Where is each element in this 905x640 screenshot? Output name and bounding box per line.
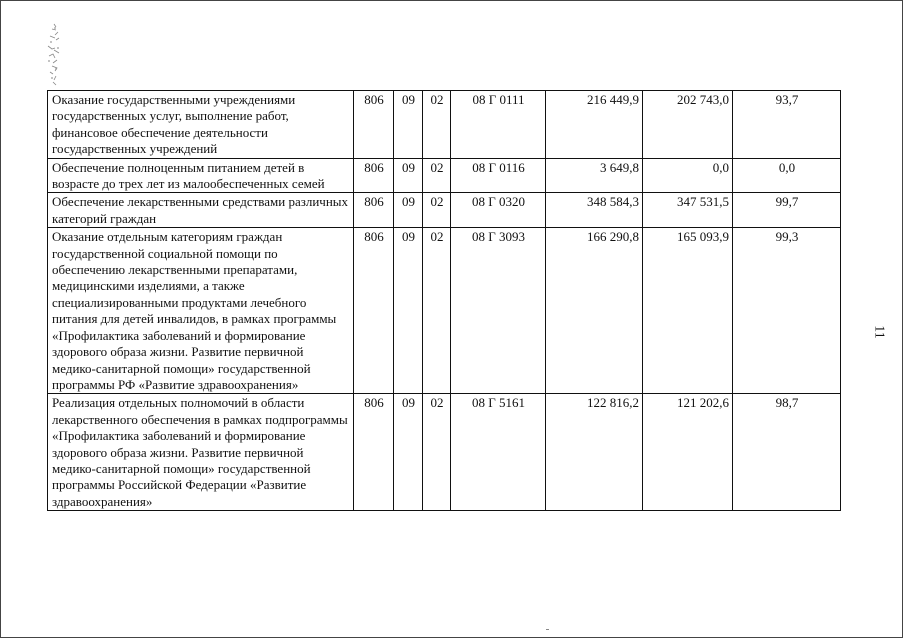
row-actual: 347 531,5	[643, 193, 733, 228]
row-code: 806	[354, 193, 394, 228]
row-percent: 99,3	[733, 228, 841, 394]
budget-execution-table	[47, 90, 841, 511]
row-percent: 93,7	[733, 91, 841, 159]
row-section: 09	[394, 158, 423, 193]
table-row	[48, 394, 841, 511]
row-article: 08 Г 0116	[451, 158, 546, 193]
row-article: 08 Г 3093	[451, 228, 546, 394]
row-description: Оказание государственными учреждениями государственных услуг, выполнение работ, финансовое обеспечение деятельности государственных учреждений	[48, 91, 354, 159]
row-section: 09	[394, 394, 423, 511]
table-row	[48, 91, 841, 159]
row-subsection: 02	[423, 394, 451, 511]
row-description: Реализация отдельных полномочий в области лекарственного обеспечения в рамках подпрограммы «Профилактика заболеваний и формирование здорового образа жизни. Развитие первичной медико-санитарной помощи» государственной программы Российской Федерации «Развитие здравоохранения»	[48, 394, 354, 511]
page-number: 11	[871, 325, 887, 339]
row-description: Обеспечение лекарственными средствами различных категорий граждан	[48, 193, 354, 228]
row-code: 806	[354, 91, 394, 159]
row-percent: 0,0	[733, 158, 841, 193]
row-description: Обеспечение полноценным питанием детей в возрасте до трех лет из малообеспеченных семей	[48, 158, 354, 193]
row-percent: 98,7	[733, 394, 841, 511]
row-planned: 216 449,9	[546, 91, 643, 159]
scan-artifact	[546, 629, 549, 630]
row-subsection: 02	[423, 91, 451, 159]
row-article: 08 Г 0111	[451, 91, 546, 159]
row-subsection: 02	[423, 228, 451, 394]
row-planned: 122 816,2	[546, 394, 643, 511]
row-planned: 166 290,8	[546, 228, 643, 394]
row-subsection: 02	[423, 193, 451, 228]
row-percent: 99,7	[733, 193, 841, 228]
row-article: 08 Г 5161	[451, 394, 546, 511]
row-code: 806	[354, 228, 394, 394]
row-description: Оказание отдельным категориям граждан государственной социальной помощи по обеспечению лекарственными препаратами, медицинскими изделиями, а также специализированными продуктами лечебного питания для детей инвалидов, в рамках программы «Профилактика заболеваний и формирование здорового образа жизни. Развитие первичной медико-санитарной помощи» государственной программы РФ «Развитие здравоохранения»	[48, 228, 354, 394]
row-actual: 202 743,0	[643, 91, 733, 159]
row-actual: 165 093,9	[643, 228, 733, 394]
row-actual: 0,0	[643, 158, 733, 193]
table-row	[48, 193, 841, 228]
row-section: 09	[394, 91, 423, 159]
table-row	[48, 228, 841, 394]
row-subsection: 02	[423, 158, 451, 193]
row-actual: 121 202,6	[643, 394, 733, 511]
row-article: 08 Г 0320	[451, 193, 546, 228]
row-code: 806	[354, 158, 394, 193]
seal-stamp-mark	[40, 20, 74, 90]
row-planned: 348 584,3	[546, 193, 643, 228]
table-row	[48, 158, 841, 193]
row-planned: 3 649,8	[546, 158, 643, 193]
row-code: 806	[354, 394, 394, 511]
row-section: 09	[394, 228, 423, 394]
row-section: 09	[394, 193, 423, 228]
